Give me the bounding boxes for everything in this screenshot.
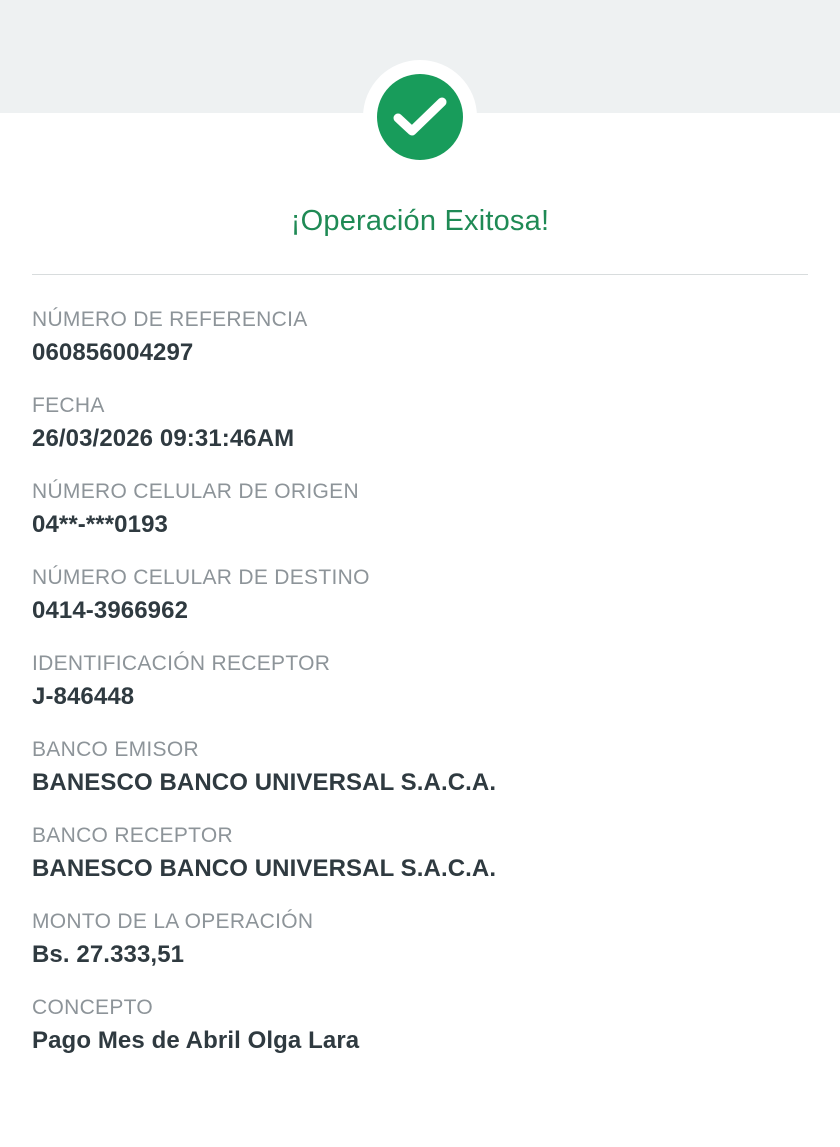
field-destination-phone	[32, 564, 812, 628]
field-value: 060856004297	[32, 339, 194, 366]
field-value: BANESCO BANCO UNIVERSAL S.A.C.A.	[32, 769, 497, 796]
field-value: 0414-3966962	[32, 597, 189, 624]
success-icon-badge	[363, 60, 477, 174]
field-value: Bs. 27.333,51	[32, 941, 185, 968]
field-origin-phone	[32, 478, 812, 542]
field-reference-number	[32, 306, 812, 370]
field-label: FECHA	[32, 394, 105, 417]
field-label: BANCO RECEPTOR	[32, 824, 234, 847]
field-receiver-id	[32, 650, 812, 714]
field-date	[32, 392, 812, 456]
field-value: Pago Mes de Abril Olga Lara	[32, 1027, 360, 1054]
page-title: ¡Operación Exitosa!	[290, 205, 550, 237]
field-label: NÚMERO CELULAR DE ORIGEN	[32, 480, 359, 503]
field-issuing-bank	[32, 736, 812, 800]
field-label: MONTO DE LA OPERACIÓN	[32, 910, 314, 933]
field-value: 04**-***0193	[32, 511, 168, 538]
field-value: 26/03/2026 09:31:46AM	[32, 425, 295, 452]
field-value: J-846448	[32, 683, 135, 710]
field-label: CONCEPTO	[32, 996, 154, 1019]
field-label: IDENTIFICACIÓN RECEPTOR	[32, 652, 331, 675]
field-value: BANESCO BANCO UNIVERSAL S.A.C.A.	[32, 855, 497, 882]
field-label: BANCO EMISOR	[32, 738, 199, 761]
field-amount	[32, 908, 812, 972]
divider	[32, 274, 808, 275]
field-receiving-bank	[32, 822, 812, 886]
receipt-fields	[32, 306, 812, 1058]
field-label: NÚMERO DE REFERENCIA	[32, 308, 308, 331]
field-label: NÚMERO CELULAR DE DESTINO	[32, 566, 370, 589]
field-concept	[32, 994, 812, 1058]
check-circle-icon	[377, 74, 463, 160]
